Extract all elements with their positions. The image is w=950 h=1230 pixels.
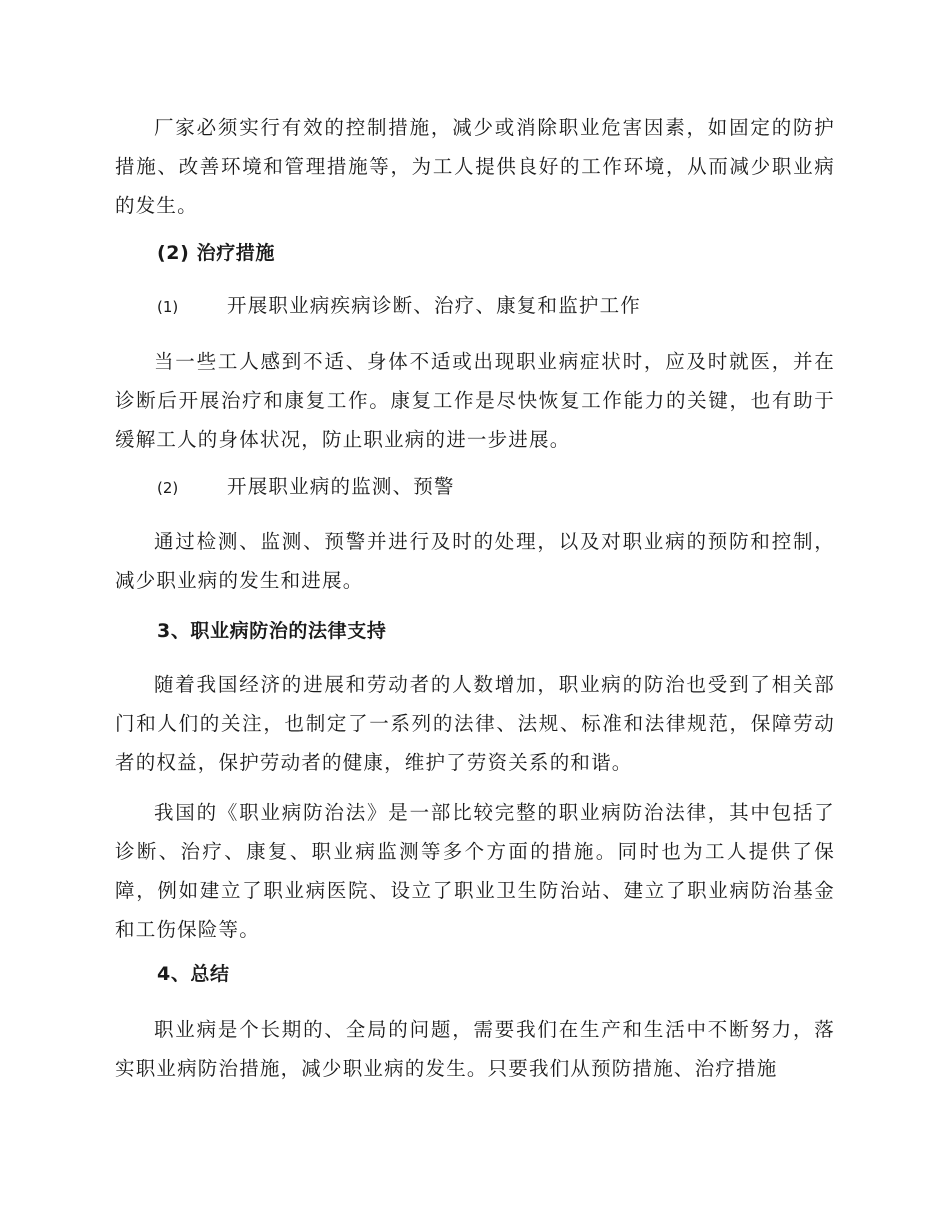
paragraph-summary: 职业病是个长期的、全局的问题，需要我们在生产和生活中不断努力，落实职业病防治措施，减少职业病的发生。只要我们从预防措施、治疗措施	[115, 1018, 835, 1080]
list-item-text: 开展职业病疾病诊断、治疗、康复和监护工作	[227, 294, 642, 317]
list-item-diagnosis	[157, 291, 641, 322]
heading-treatment-measures: (2) 治疗措施	[157, 242, 276, 264]
paragraph-prevention-law: 我国的《职业病防治法》是一部比较完整的职业病防治法律，其中包括了诊断、治疗、康复、职业病监测等多个方面的措施。同时也为工人提供了保障，例如建立了职业病医院、设立了职业卫生防治站、建立了职业病防治基金和工伤保险等。	[115, 801, 835, 941]
heading-legal-support: 3、职业病防治的法律支持	[157, 620, 387, 642]
paragraph-monitoring: 通过检测、监测、预警并进行及时的处理，以及对职业病的预防和控制，减少职业病的发生和进展。	[115, 530, 835, 592]
paragraph-treatment-rehab: 当一些工人感到不适、身体不适或出现职业病症状时，应及时就医，并在诊断后开展治疗和康复工作。康复工作是尽快恢复工作能力的关键，也有助于缓解工人的身体状况，防止职业病的进一步进展。	[115, 350, 835, 451]
paragraph-prevention-control: 厂家必须实行有效的控制措施，减少或消除职业危害因素，如固定的防护措施、改善环境和管理措施等，为工人提供良好的工作环境，从而减少职业病的发生。	[115, 116, 835, 217]
list-item-text: 开展职业病的监测、预警	[227, 475, 455, 498]
paragraph-legal-attention: 随着我国经济的进展和劳动者的人数增加，职业病的防治也受到了相关部门和人们的关注，也制定了一系列的法律、法规、标准和法律规范，保障劳动者的权益，保护劳动者的健康，维护了劳资关系的和谐。	[115, 673, 835, 774]
list-item-monitoring	[157, 472, 455, 503]
heading-summary: 4、总结	[157, 963, 230, 985]
list-item-number: (1)	[157, 298, 179, 316]
list-item-number: (2)	[157, 479, 179, 497]
